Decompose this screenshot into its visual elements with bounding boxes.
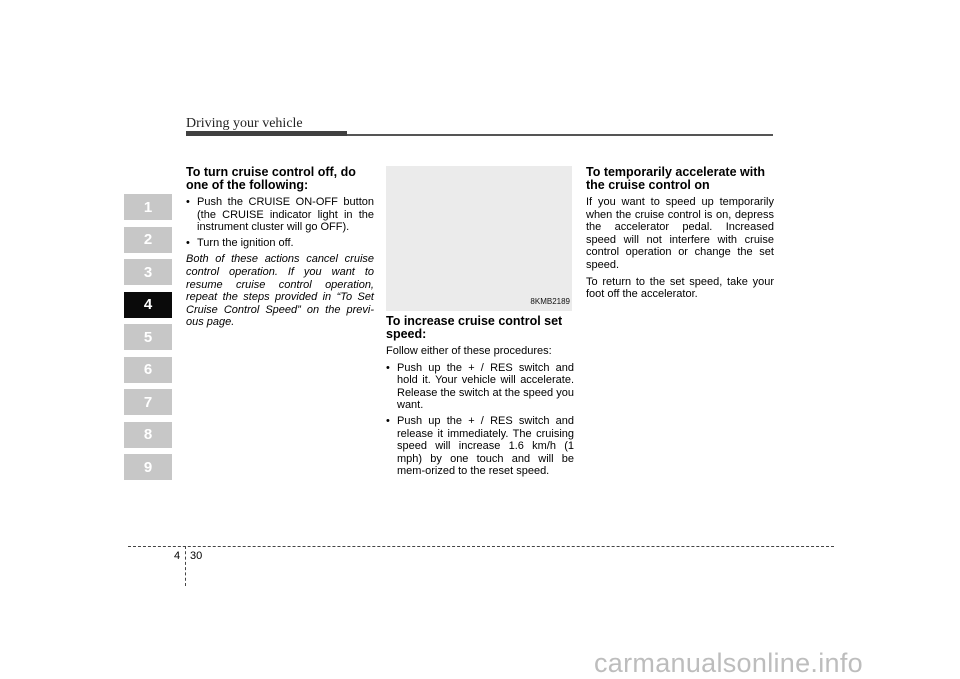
chapter-tab-6[interactable]: 6 bbox=[124, 357, 172, 383]
chapter-tab-4[interactable]: 4 bbox=[124, 292, 172, 318]
header-title: Driving your vehicle bbox=[186, 116, 303, 131]
chapter-tab-3[interactable]: 3 bbox=[124, 259, 172, 285]
column-temporary-accelerate bbox=[586, 166, 774, 305]
list-item bbox=[186, 237, 374, 250]
chapter-tab-8[interactable]: 8 bbox=[124, 422, 172, 448]
bullet-icon: • bbox=[186, 236, 190, 249]
column-increase-speed bbox=[386, 166, 574, 482]
list-item bbox=[386, 415, 574, 478]
cruise-switch-figure bbox=[386, 166, 572, 311]
temporary-accelerate-heading: To temporarily accelerate with the cruise control on bbox=[586, 165, 765, 192]
list-item-text: Push up the + / RES switch and release it immediately. The cruising speed will increase 1.6 km/h (1 mph) by one touch and will be mem-orized to the reset speed. bbox=[397, 414, 574, 478]
bullet-icon: • bbox=[386, 414, 390, 427]
chapter-tab-9[interactable]: 9 bbox=[124, 454, 172, 480]
bullet-icon: • bbox=[186, 196, 190, 208]
footer-chapter-number: 4 bbox=[174, 550, 181, 562]
cruise-off-heading: To turn cruise control off, do one of the following: bbox=[186, 165, 356, 192]
header-rule-thick bbox=[186, 131, 347, 136]
chapter-tabs bbox=[124, 194, 172, 487]
bullet-icon: • bbox=[386, 361, 390, 374]
footer-page-number: 30 bbox=[190, 550, 203, 562]
chapter-tab-2[interactable]: 2 bbox=[124, 227, 172, 253]
list-item-text: Push the CRUISE ON-OFF button (the CRUISE indicator light in the instrument cluster will go OFF). bbox=[197, 196, 374, 234]
increase-speed-intro: Follow either of these procedures: bbox=[386, 345, 552, 357]
list-item bbox=[186, 196, 374, 234]
figure-code: 8KMB2189 bbox=[530, 297, 570, 307]
watermark: carmanualsonline.info bbox=[594, 648, 863, 678]
footer-rule bbox=[128, 546, 834, 547]
chapter-tab-5[interactable]: 5 bbox=[124, 324, 172, 350]
cruise-off-note: Both of these actions cancel cruise control operation. If you want to resume cruise control operation, repeat the steps provided in “To Set Cruise Control Speed” on the previ-ous page. bbox=[186, 253, 374, 329]
increase-speed-heading: To increase cruise control set speed: bbox=[386, 314, 563, 341]
list-item bbox=[386, 362, 574, 412]
temporary-accelerate-paragraph: If you want to speed up temporarily when the cruise control is on, depress the accelerator pedal. Increased speed will not interfere with cruise control operation or change the set speed. bbox=[586, 196, 774, 271]
list-item-text: Turn the ignition off. bbox=[197, 236, 294, 249]
list-item-text: Push up the + / RES switch and hold it. Your vehicle will accelerate. Release the switch at the speed you want. bbox=[397, 361, 574, 412]
column-cruise-off bbox=[186, 166, 374, 329]
return-speed-paragraph: To return to the set speed, take your foot off the accelerator. bbox=[586, 275, 774, 301]
increase-speed-list bbox=[386, 362, 574, 478]
header-rule-thin bbox=[347, 134, 773, 136]
chapter-tab-7[interactable]: 7 bbox=[124, 389, 172, 415]
chapter-tab-1[interactable]: 1 bbox=[124, 194, 172, 220]
cruise-off-list bbox=[186, 196, 374, 249]
footer-divider bbox=[185, 546, 186, 586]
